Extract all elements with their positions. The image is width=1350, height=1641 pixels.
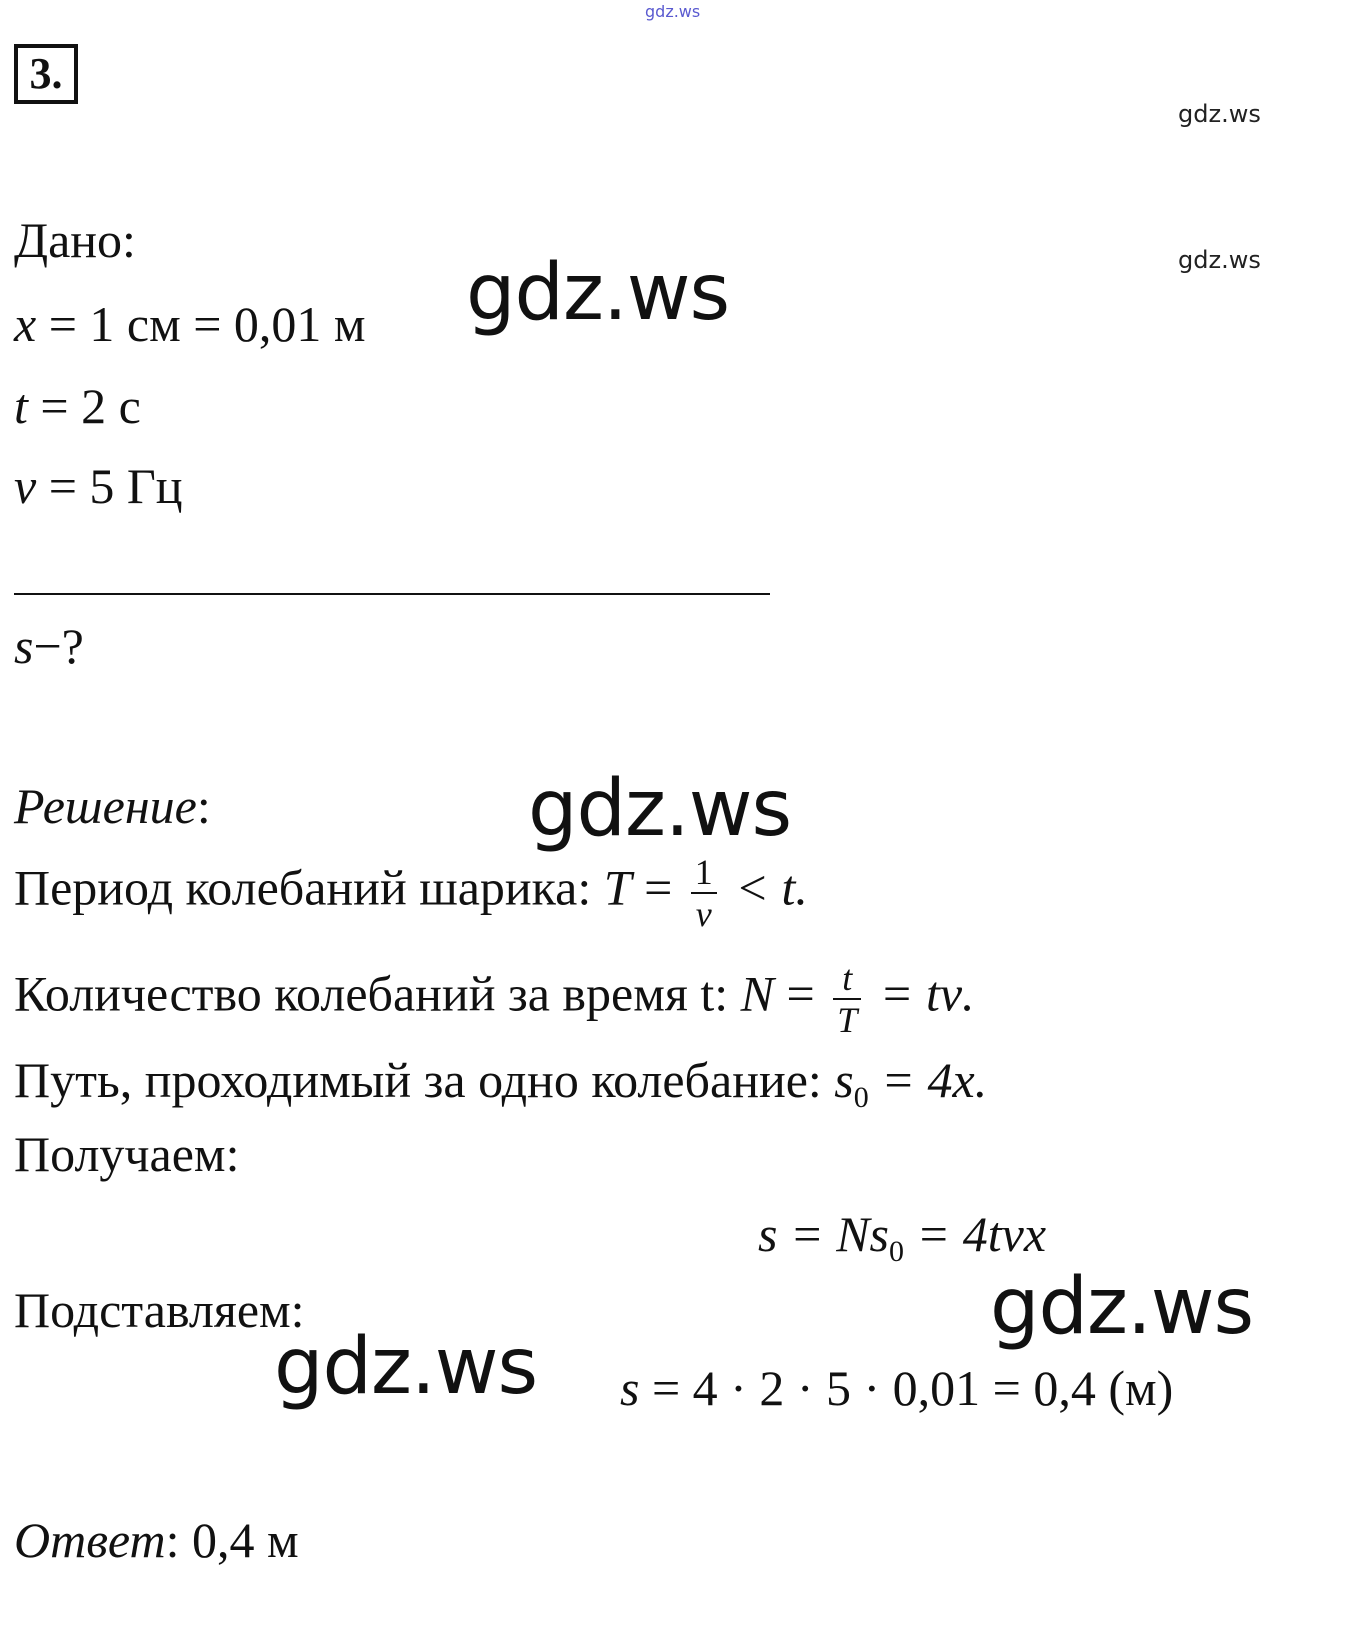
given-heading: Дано: <box>14 212 136 268</box>
path-s: s <box>834 1052 854 1108</box>
result-value: = 4 · 2 · 5 · 0,01 = 0,4 (м) <box>651 1360 1174 1416</box>
value-nu: = 5 Гц <box>48 458 183 514</box>
period-eq: = <box>644 859 673 916</box>
formula-right: = 4tνx <box>916 1206 1047 1262</box>
subst-line: Подставляем: <box>14 1282 305 1338</box>
count-line <box>14 958 975 1040</box>
count-N: N <box>740 965 774 1022</box>
watermark-small-2: gdz.ws <box>1178 246 1261 274</box>
count-frac-num: t <box>833 958 861 1000</box>
watermark-small-1: gdz.ws <box>1178 100 1261 128</box>
solution-heading-colon: : <box>196 778 211 834</box>
period-fraction <box>691 852 717 934</box>
value-x: = 1 см = 0,01 м <box>48 296 366 352</box>
given-x <box>14 296 366 352</box>
watermark-big-1: gdz.ws <box>466 248 730 338</box>
problem-number: 3. <box>14 44 78 104</box>
var-s: s <box>14 618 34 674</box>
var-x: x <box>14 296 37 352</box>
period-text: Период колебаний шарика: <box>14 859 592 916</box>
answer-label: Ответ <box>14 1512 166 1568</box>
formula-sub: 0 <box>889 1235 905 1268</box>
path-text: Путь, проходимый за одно колебание: <box>14 1052 822 1108</box>
watermark-top: gdz.ws <box>645 2 701 21</box>
period-line <box>14 852 808 934</box>
watermark-big-2: gdz.ws <box>528 764 792 854</box>
count-text: Количество колебаний за время t: <box>14 965 729 1022</box>
watermark-big-3: gdz.ws <box>990 1262 1254 1352</box>
given-t <box>14 378 141 434</box>
watermark-big-4: gdz.ws <box>274 1322 538 1412</box>
answer-colon: : <box>165 1512 180 1568</box>
given-separator <box>14 593 770 595</box>
period-frac-num: 1 <box>691 852 717 894</box>
value-t: = 2 с <box>40 378 141 434</box>
result-line <box>620 1360 1173 1416</box>
answer-value: 0,4 м <box>191 1512 299 1568</box>
period-T: T <box>603 859 632 916</box>
find-question: −? <box>33 618 84 674</box>
path-tail: = 4x. <box>881 1052 988 1108</box>
get-line: Получаем: <box>14 1126 240 1182</box>
path-line <box>14 1052 987 1126</box>
solution-heading-text: Решение <box>14 778 197 834</box>
period-tail: < t. <box>735 859 808 916</box>
count-tail: = tν. <box>879 965 975 1022</box>
answer-line <box>14 1512 299 1568</box>
formula-line <box>758 1206 1046 1280</box>
formula-left: s = Ns <box>758 1206 890 1262</box>
count-eq: = <box>786 965 815 1022</box>
count-fraction <box>833 958 861 1040</box>
period-frac-den: ν <box>695 894 712 934</box>
result-s: s <box>620 1360 640 1416</box>
path-sub: 0 <box>853 1081 869 1114</box>
solution-heading <box>14 778 211 834</box>
var-nu: ν <box>14 458 37 514</box>
var-t: t <box>14 378 28 434</box>
given-nu <box>14 458 183 514</box>
count-frac-den: T <box>837 1000 858 1040</box>
find-line <box>14 618 84 674</box>
